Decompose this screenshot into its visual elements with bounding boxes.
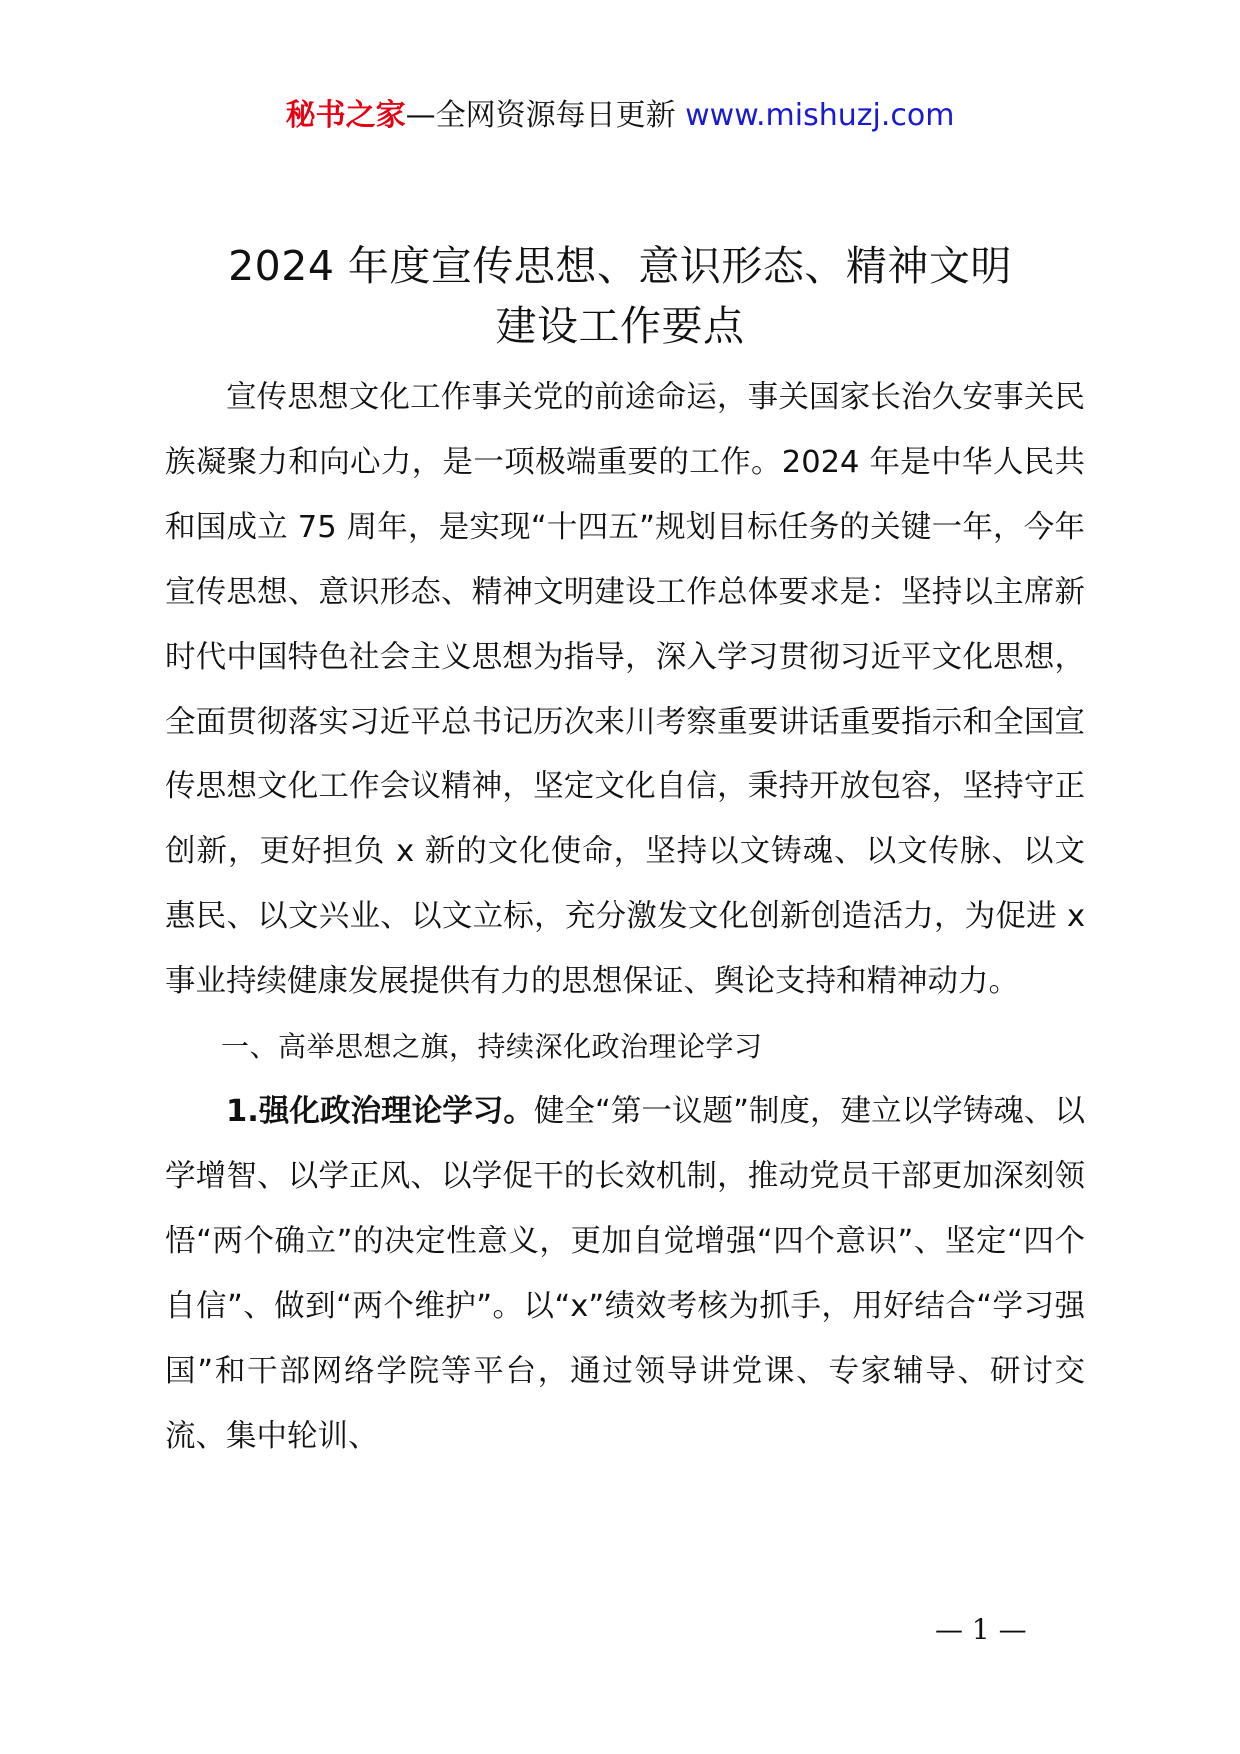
site-header [0, 96, 1240, 136]
intro-paragraph: 宣传思想文化工作事关党的前途命运，事关国家长治久安事关民族凝聚力和向心力，是一项极端重要的工作。2024 年是中华人民共和国成立 75 周年，是实现“十四五”规划目标任务的关键一年，今年宣传思想、意识形态、精神文明建设工作总体要求是：坚持以主席新时代中国特色社会主义思想为指导，深入学习贯彻习近平文化思想，全面贯彻落实习近平总书记历次来川考察重要讲话重要指示和全国宣传思想文化工作会议精神，坚定文化自信，秉持开放包容，坚持守正创新，更好担负 x 新的文化使命，坚持以文铸魂、以文传脉、以文惠民、以文兴业、以文立标，充分激发文化创新创造活力，为促进 x 事业持续健康发展提供有力的思想保证、舆论支持和精神动力。 [165, 380, 1085, 1000]
header-slogan: —全网资源每日更新 [405, 98, 686, 133]
brand-name: 秘书之家 [285, 98, 406, 133]
title-line-2: 建设工作要点 [495, 302, 745, 350]
header-url-link[interactable]: www.mishuzj.com [685, 98, 955, 133]
document-title [100, 236, 1140, 356]
section-heading-1: 一、高举思想之旗，持续深化政治理论学习 [221, 1030, 763, 1064]
title-line-1: 2024 年度宣传思想、意识形态、精神文明 [228, 242, 1012, 290]
item-1-lead: 1.强化政治理论学习。 [226, 1093, 534, 1129]
item-1-paragraph [165, 1080, 1085, 1469]
page-number: — 1 — [935, 1613, 1027, 1646]
item-1-text: 健全“第一议题”制度，建立以学铸魂、以学增智、以学正风、以学促干的长效机制，推动党员干部更加深刻领悟“两个确立”的决定性意义，更加自觉增强“四个意识”、坚定“四个自信”、做到“两个维护”。以“x”绩效考核为抓手，用好结合“学习强国”和干部网络学院等平台，通过领导讲党课、专家辅导、研讨交流、集中轮训、 [165, 1093, 1085, 1454]
document-body [165, 366, 1085, 1469]
